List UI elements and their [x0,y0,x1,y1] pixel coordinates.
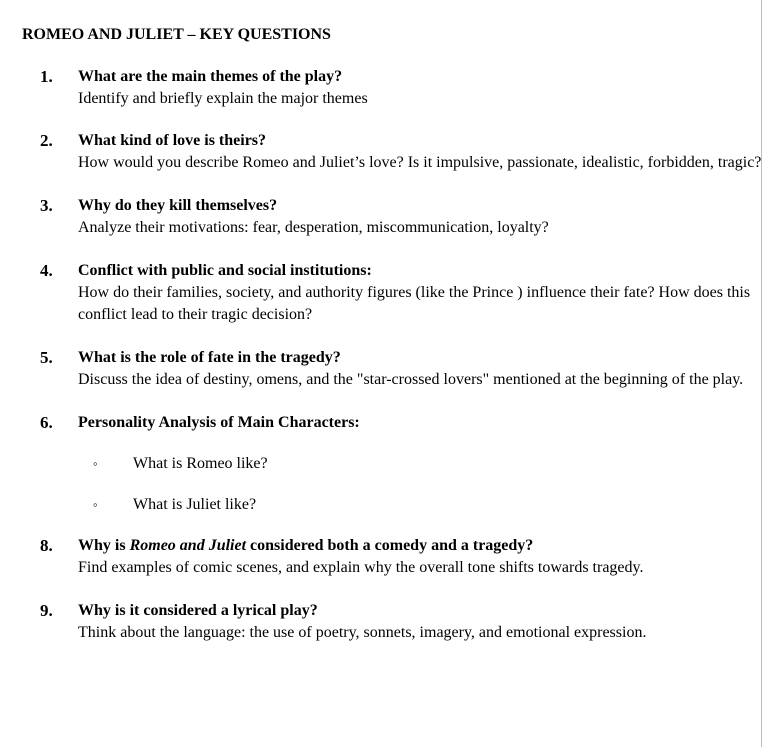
question-heading: Conflict with public and social institutions: [78,262,372,279]
question-description: Think about the language: the use of poetry, sonnets, imagery, and emotional expression. [78,624,647,641]
subitem-juliet [22,494,760,516]
question-heading: What are the main themes of the play? [78,68,343,85]
question-9 [22,600,760,644]
subitem-romeo [22,453,760,475]
hollow-bullet-icon: ◦ [93,497,98,512]
question-number: 4. [40,261,53,280]
subitem-text: What is Juliet like? [133,496,257,513]
question-number: 1. [40,67,53,86]
question-heading: What kind of love is theirs? [78,132,267,149]
question-heading: What is the role of fate in the tragedy? [78,349,341,366]
question-description: Discuss the idea of destiny, omens, and the "star-crossed lovers" mentioned at the beginning of the play. [78,371,744,388]
hollow-bullet-icon: ◦ [93,456,98,471]
question-description: How would you describe Romeo and Juliet’s love? Is it impulsive, passionate, idealistic, forbidden, tragic? [78,154,762,171]
play-title-italic: Romeo and Juliet [129,537,247,554]
question-4 [22,260,760,326]
question-description: Identify and briefly explain the major themes [78,90,368,107]
question-number: 5. [40,348,53,367]
question-3 [22,195,760,239]
question-number: 6. [40,413,53,432]
question-number: 2. [40,131,53,150]
question-number: 9. [40,601,53,620]
document-title: ROMEO AND JULIET – KEY QUESTIONS [22,26,331,43]
question-1 [22,66,760,110]
page-edge-line [761,0,762,747]
question-number: 8. [40,536,53,555]
question-number: 3. [40,196,53,215]
question-5 [22,347,760,391]
question-8 [22,535,760,579]
question-description: How do their families, society, and authority figures (like the Prince ) influence their fate? How does this conflict lead to their tragic decision? [78,284,751,323]
question-description: Find examples of comic scenes, and explain why the overall tone shifts towards tragedy. [78,559,644,576]
question-heading: Personality Analysis of Main Characters: [78,414,360,431]
question-heading: Why do they kill themselves? [78,197,278,214]
question-6 [22,412,760,434]
document-body [22,24,760,644]
question-heading [78,535,760,557]
question-2 [22,130,760,174]
heading-text-after: considered both a comedy and a tragedy? [246,537,534,554]
question-heading: Why is it considered a lyrical play? [78,602,318,619]
subitem-text: What is Romeo like? [133,455,268,472]
heading-text-before: Why is [78,537,130,554]
question-description: Analyze their motivations: fear, desperation, miscommunication, loyalty? [78,219,549,236]
